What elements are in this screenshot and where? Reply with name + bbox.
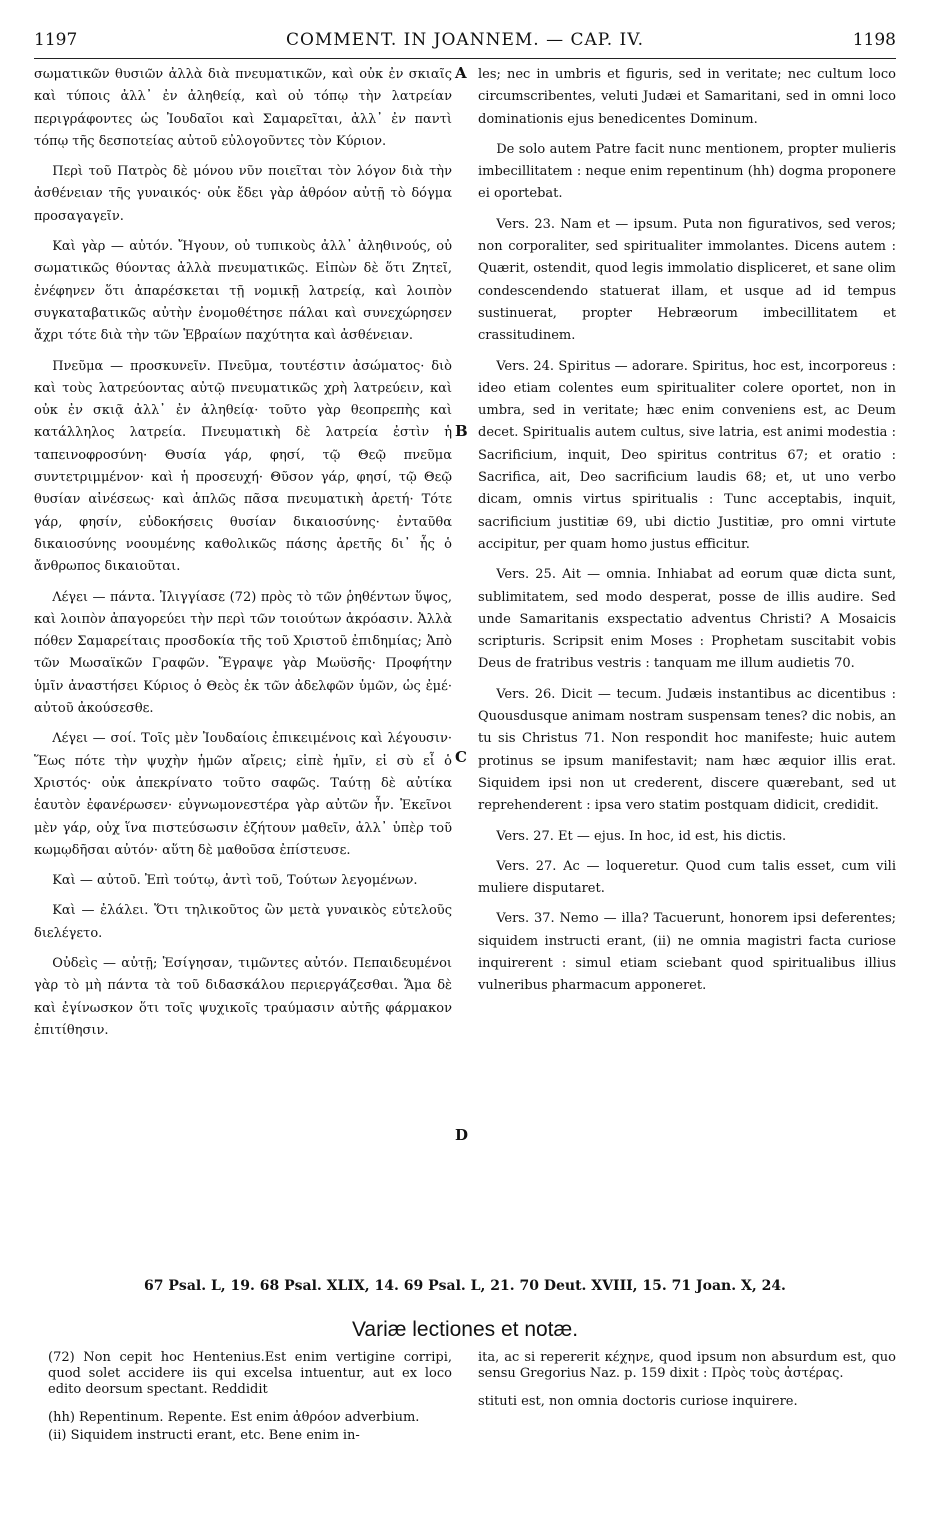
page-header [34,30,896,56]
greek-paragraph: Καὶ — ἐλάλει. Ὅτι τηλικοῦτος ὢν μετὰ γυναικὸς εὐτελοῦς διελέγετο. [34,903,452,941]
latin-paragraph: Vers. 23. Nam et — ipsum. Puta non figurativos, sed veros; non corporaliter, sed spiritualiter immolantes. Dicens autem : Quærit, ostendit, quod legis immolatio displiceret, et sane olim condescendendo statuerat illam, et usque ad id tempus sustinuerat, propter Hebræorum imbecillitatem et crassitudinem. [478,216,896,344]
greek-column [34,64,452,1050]
margin-marker-c: C [455,748,467,766]
greek-paragraph: Λέγει — σοί. Τοῖς μὲν Ἰουδαίοις ἐπικειμένοις καὶ λέγουσιν· Ἕως πότε τὴν ψυχὴν ἡμῶν αἴρεις; εἰπὲ ἡμῖν, εἰ σὺ εἶ ὁ Χριστός· οὐκ ἀπεκρίνατο τοῦτο σαφῶς. Ταύτῃ δὲ αὐτίκα ἑαυτὸν ἐφανέρωσεν· εὐγνωμονεστέρα γὰρ αὐτῶν ἦν. Ἐκεῖνοι μὲν γάρ, οὐχ ἵνα πιστεύσωσιν ἐζήτουν μαθεῖν, ἀλλ᾽ ὑπὲρ τοῦ κωμῳδῆσαι αὐτόν· αὕτη δὲ μαθοῦσα ἐπίστευσε. [34,731,452,858]
page-number-right: 1198 [852,30,896,50]
latin-paragraph: De solo autem Patre facit nunc mentionem, propter mulieris imbecillitatem : neque enim repentinum (hh) dogma proponere ei oportebat. [478,141,896,202]
margin-marker-b: B [455,422,468,440]
header-rule [34,58,896,59]
latin-paragraph: Vers. 25. Ait — omnia. Inhiabat ad eorum quæ dicta sunt, sublimitatem, sed modo desperat, posse de illis audire. Sed unde Samaritanis exspectatio adventus Christi? A Mosaicis scripturis. Scripsit enim Moses : Prophetam suscitabit vobis Deus de fratribus vestris : tanquam me illum audietis 70. [478,567,896,672]
latin-paragraph: Vers. 27. Ac — loqueretur. Quod cum talis esset, cum vili muliere disputaret. [478,858,896,897]
greek-paragraph: Περὶ τοῦ Πατρὸς δὲ μόνου νῦν ποιεῖται τὸν λόγον διὰ τὴν ἀσθένειαν τῆς γυναικός· οὐκ ἔδει γὰρ ἀθρόον αὐτῇ τὸ δόγμα προσαγαγεῖν. [34,164,452,224]
note-ii-continued: stituti est, non omnia doctoris curiose inquirere. [478,1394,798,1409]
greek-paragraph: Πνεῦμα — προσκυνεῖν. Πνεῦμα, τουτέστιν ἀσώματος· διὸ καὶ τοὺς λατρεύοντας αὐτῷ πνευματικῶς χρὴ λατρεύειν, καὶ οὐκ ἐν σκιᾷ ἀλλ᾽ ἐν ἀληθείᾳ· τοῦτο γὰρ θεοπρεπὴς καὶ κατάλληλος λατρεία. Πνευματικὴ δὲ λατρεία ἐστὶν ἡ ταπεινοφροσύνη· Θυσία γάρ, φησί, τῷ Θεῷ πνεῦμα συντετριμμένον· καὶ ἡ προσευχή· Θῦσον γάρ, φησί, τῷ Θεῷ θυσίαν αἰνέσεως· καὶ ἁπλῶς πᾶσα πνευματικὴ ἀρετή· Τότε γάρ, φησίν, εὐδοκήσεις θυσίαν δικαιοσύνης· ἐνταῦθα δικαιοσύνης νοουμένης καθολικῶς πάσης ἀρετῆς δι᾽ ἧς ὁ ἄνθρωπος δικαιοῦται. [34,358,452,575]
note-72: (72) Non cepit hoc Hentenius.Est enim vertigine corripi, quod solet accidere iis qui excelsa intuentur, aut ex loco edito deorsum spectant. Reddidit [48,1350,452,1397]
greek-paragraph: Οὐδεὶς — αὐτῇ; Ἐσίγησαν, τιμῶντες αὐτόν. Πεπαιδευμένοι γὰρ τὸ μὴ πάντα τὰ τοῦ διδασκάλου περιεργάζεσθαι. Ἅμα δὲ καὶ ἐγίνωσκον ὅτι τοῖς ψυχικοῖς τραύμασιν αὐτῆς φάρμακον ἐπιτίθησιν. [34,955,452,1038]
latin-paragraph: les; nec in umbris et figuris, sed in veritate; nec cultum loco circumscribentes, veluti Judæi et Samaritani, sed in omni loco dominationis ejus benedicentes Dominum. [478,67,896,127]
page-number-left: 1197 [34,30,78,50]
greek-paragraph: σωματικῶν θυσιῶν ἀλλὰ διὰ πνευματικῶν, καὶ οὐκ ἐν σκιαῖς καὶ τύποις ἀλλ᾽ ἐν ἀληθείᾳ, καὶ οὐ τόπῳ τὴν λατρείαν περιγράφοντες ὡς Ἰουδαῖοι καὶ Σαμαρεῖται, ἀλλ᾽ ἐν παντὶ τόπῳ τῆς δεσποτείας αὐτοῦ εὐλογοῦντες τὸν Κύριον. [34,67,452,149]
latin-paragraph: Vers. 37. Nemo — illa? Tacuerunt, honorem ipsi deferentes; siquidem instructi erant, (ii) ne omnia magistri facta curiose inquirerent : simul etiam sciebant quod spiritualibus illius vulneribus pharmacum apponeret. [478,911,896,994]
latin-paragraph: Vers. 26. Dicit — tecum. Judæis instantibus ac dicentibus : Quousdusque animam nostram suspensam tenes? dic nobis, an tu sis Christus 71. Non respondit hoc manifeste; huic autem protinus se ipsum manifestavit; nam hæc æquior illis erat. Siquidem ipsi non ut crederent, discere quærebant, sed ut reprehenderent : ipsa vero statim postquam didicit, credidit. [478,686,896,814]
latin-paragraph: Vers. 27. Et — ejus. In hoc, id est, his dictis. [496,828,787,844]
note-hh: (hh) Repentinum. Repente. Est enim ἀθρόον adverbium. [48,1410,420,1425]
margin-marker-d: D [455,1126,469,1144]
running-title: COMMENT. IN JOANNEM. — CAP. IV. [285,30,644,50]
notes-left-column [48,1350,452,1456]
note-72-continued: ita, ac si repererit κέχηνε, quod ipsum non absurdum est, quo sensu Gregorius Naz. p. 159 dixit : Πρὸς τοὺς ἀστέρας. [478,1350,896,1381]
note-ii: (ii) Siquidem instructi erant, etc. Bene enim in- [48,1428,360,1443]
greek-paragraph: Λέγει — πάντα. Ἰλιγγίασε (72) πρὸς τὸ τῶν ῥηθέντων ὕψος, καὶ λοιπὸν ἀπαγορεύει τὴν περὶ τῶν τοιούτων ἀκρόασιν. Ἀλλὰ πόθεν Σαμαρείταις προσδοκία τῆς τοῦ Χριστοῦ ἐπιδημίας; Ἀπὸ τῶν Μωσαϊκῶν Γραφῶν. Ἔγραψε γὰρ Μωϋσῆς· Προφήτην ὑμῖν ἀναστήσει Κύριος ὁ Θεὸς ἐκ τῶν ἀδελφῶν ὑμῶν, ὡς ἐμέ· αὐτοῦ ἀκούσεσθε. [34,589,452,717]
margin-marker-a: A [455,64,467,82]
notes-right-column [478,1350,896,1422]
notes-heading: Variæ lectiones et notæ. [351,1318,579,1341]
scripture-footnotes: 67 Psal. L, 19. 68 Psal. XLIX, 14. 69 Psal. L, 21. 70 Deut. XVIII, 15. 71 Joan. X, 24. [144,1278,786,1294]
greek-paragraph: Καὶ γὰρ — αὐτόν. Ἤγουν, οὐ τυπικοὺς ἀλλ᾽ ἀληθινούς, οὐ σωματικῶς θύοντας ἀλλὰ πνευματικῶς. Εἰπὼν δὲ ὅτι Ζητεῖ, ἐνέφηνεν ὅτι ἀπαρέσκεται τῇ νομικῇ λατρείᾳ, καὶ λοιπὸν συγκαταβατικῶς αὐτὴν ἐνομοθέτησε πάλαι καὶ συνεχώρησεν ἄχρι τότε διὰ τὴν τῶν Ἑβραίων παχύτητα καὶ ἀσθένειαν. [34,239,452,344]
greek-paragraph: Καὶ — αὐτοῦ. Ἐπὶ τούτῳ, ἀντὶ τοῦ, Τούτων λεγομένων. [52,873,418,889]
latin-column [478,64,896,1006]
latin-paragraph: Vers. 24. Spiritus — adorare. Spiritus, hoc est, incorporeus : ideo etiam colentes eum spiritualiter colere oportet, non in umbra, sed in veritate; hæc enim conveniens est, ac Deum decet. Spiritualis autem cultus, sive latria, est animi modestia : Sacrificium, inquit, Deo spiritus contritus 67; et oratio : Sacrifica, ait, Deo sacrificium laudis 68; et, ut uno verbo dicam, omnis virtus spiritualis : Tunc acceptabis, inquit, sacrificium justitiæ 69, ubi dictio Justitiæ, pro omni virtute accipitur, per quam homo justus efficitur. [478,358,896,552]
